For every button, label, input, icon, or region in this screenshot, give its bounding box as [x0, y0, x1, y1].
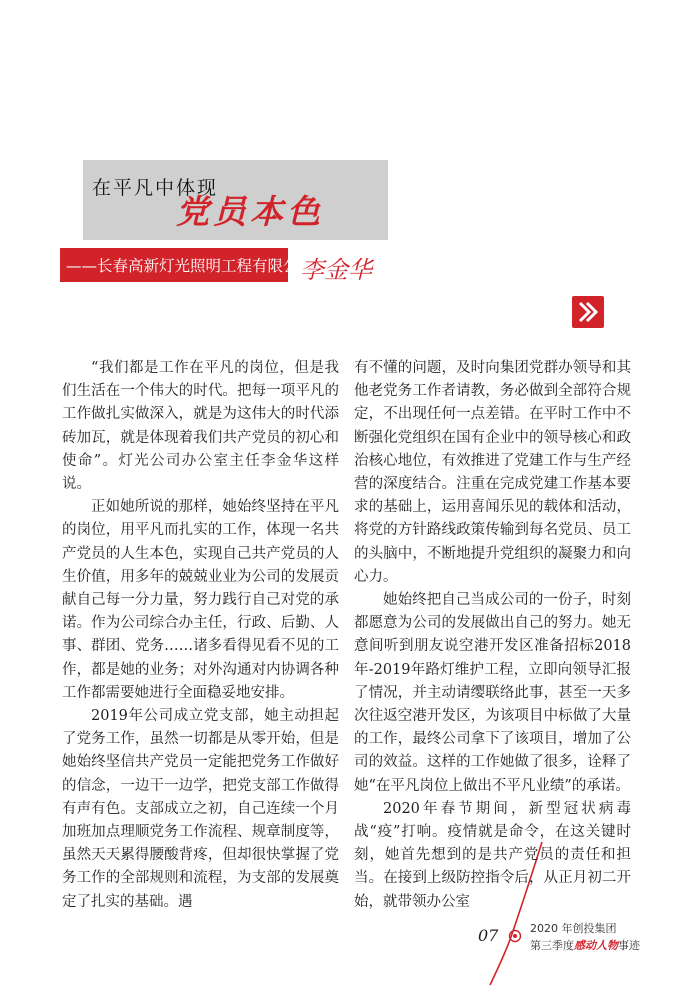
article-headline: 党员本色	[176, 192, 324, 231]
paragraph: 2020年春节期间，新型冠状病毒战“疫”打响。疫情就是命令，在这关键时刻，她首先想到的是共产党员的责任和担当。在接到上级防控指令后，从正月初二开始，就带领办公室	[354, 800, 631, 910]
author-signature: 李金华	[300, 256, 372, 284]
publication-footer	[530, 920, 640, 954]
footer-suffix: 事迹	[618, 939, 640, 952]
footer-line-1: 2020 年创投集团	[530, 922, 617, 935]
company-name: ——长春高新灯光照明工程有限公司	[66, 257, 315, 275]
article-kicker: 在平凡中体现	[92, 177, 219, 199]
paragraph: 她始终把自己当成公司的一份子，时刻都愿意为公司的发展做出自己的努力。她无意间听到朋友说空港开发区准备招标2018年-2019年路灯维护工程，立即向领导汇报了情况，并主动请缨联络此事，甚至一天多次往返空港开发区，为该项目中标做了大量的工作，最终公司拿下了该项目，增加了公司的效益。这样的工作她做了很多，诠释了她“在平凡岗位上做出不平凡业绩”的承诺。	[354, 592, 631, 794]
footer-prefix: 第三季度	[530, 939, 574, 952]
article-column-left	[62, 357, 339, 914]
footer-line-2	[530, 937, 640, 954]
paragraph: 有不懂的问题，及时向集团党群办领导和其他老党务工作者请教，务必做到全部符合规定，不出现任何一点差错。在平时工作中不断强化党组织在国有企业中的领导核心和政治核心地位，有效推进了党建工作与生产经营的深度结合。注重在完成党建工作基本要求的基础上，运用喜闻乐见的载体和活动，将党的方针路线政策传输到每名党员、员工的头脑中，不断地提升党组织的凝聚力和向心力。	[354, 360, 631, 585]
paragraph: 正如她所说的那样，她始终坚持在平凡的岗位，用平凡而扎实的工作，体现一名共产党员的人生本色，实现自己共产党员的人生价值，用多年的兢兢业业为公司的发展贡献自己每一分力量，努力践行自己对党的承诺。作为公司综合办主任，行政、后勤、人事、群团、党务……诸多看得见看不见的工作，都是她的业务；对外沟通对内协调各种工作都需要她进行全面稳妥地安排。	[62, 499, 339, 701]
paragraph: “我们都是工作在平凡的岗位，但是我们生活在一个伟大的时代。把每一项平凡的工作做扎实做深入，就是为这伟大的时代添砖加瓦，就是体现着我们共产党员的初心和使命”。灯光公司办公室主任李金华这样说。	[62, 360, 339, 493]
footer-accent-text: 感动人物	[574, 939, 618, 952]
double-chevron-right-icon	[572, 296, 604, 328]
paragraph: 2019年公司成立党支部，她主动担起了党务工作，虽然一切都是从零开始，但是她始终坚信共产党员一定能把党务工作做好的信念，一边干一边学，把党支部工作做得有声有色。支部成立之初，自己连续一个月加班加点理顺党务工作流程、规章制度等，虽然天天累得腰酸背疼，但却很快掌握了党务工作的全部规则和流程，为支部的发展奠定了扎实的基础。遇	[62, 708, 339, 910]
article-column-right	[354, 357, 631, 914]
page-number: 07	[478, 926, 499, 945]
